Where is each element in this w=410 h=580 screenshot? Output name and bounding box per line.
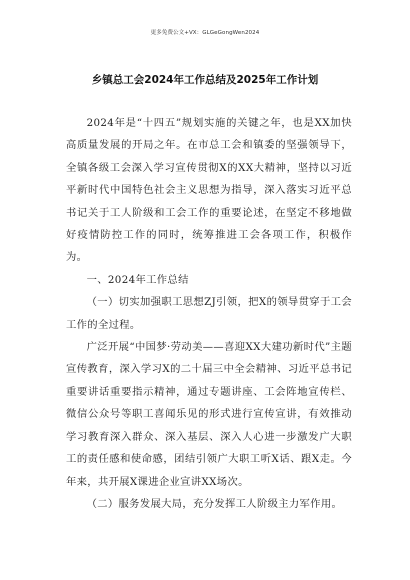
subsection-heading: （二）服务发展大局，充分发挥工人阶级主力军作用。 [86,497,343,510]
document-title: 乡镇总工会2024年工作总结及2025年工作计划 [91,74,319,86]
subsection-heading: （一）切实加强职工思想ZJ引领，把X的领导贯穿于工会工作的全过程。 [66,296,352,331]
section-heading: 一、2024年工作总结 [86,273,189,286]
paragraph-intro: 2024年是“十四五”规划实施的关键之年，也是XX加快高质量发展的开局之年。在市总工会和镇委的坚强领导下，全镇各级工会深入学习宣传贯彻X的XX大精神，坚持以习近平新时代中国特色社会主义思想为指导，深入落实习近平总书记关于工人阶级和工会工作的重要论述，在坚定不移地做好疫情防控工作的同时，统筹推进工会各项工作，积极作为。 [66,117,352,264]
document-body [66,112,352,515]
paragraph-body: 广泛开展“中国梦·劳动美——喜迎XX大建功新时代”主题宣传教育，深入学习X的二十届三中全会精神、习近平总书记重要讲话重要指示精神，通过专题讲座、工会阵地宣传栏、微信公众号等职工喜闻乐见的形式进行宣传宣讲，有效推动学习教育深入群众、深入基层、深入人心进一步激发广大职工的责任感和使命感，团结引领广大职工听X话、跟X走。今年来，共开展X课进企业宣讲XX场次。 [66,341,352,488]
header-note: 更多免费公文+VX：GLGeGongWen2024 [150,30,260,36]
